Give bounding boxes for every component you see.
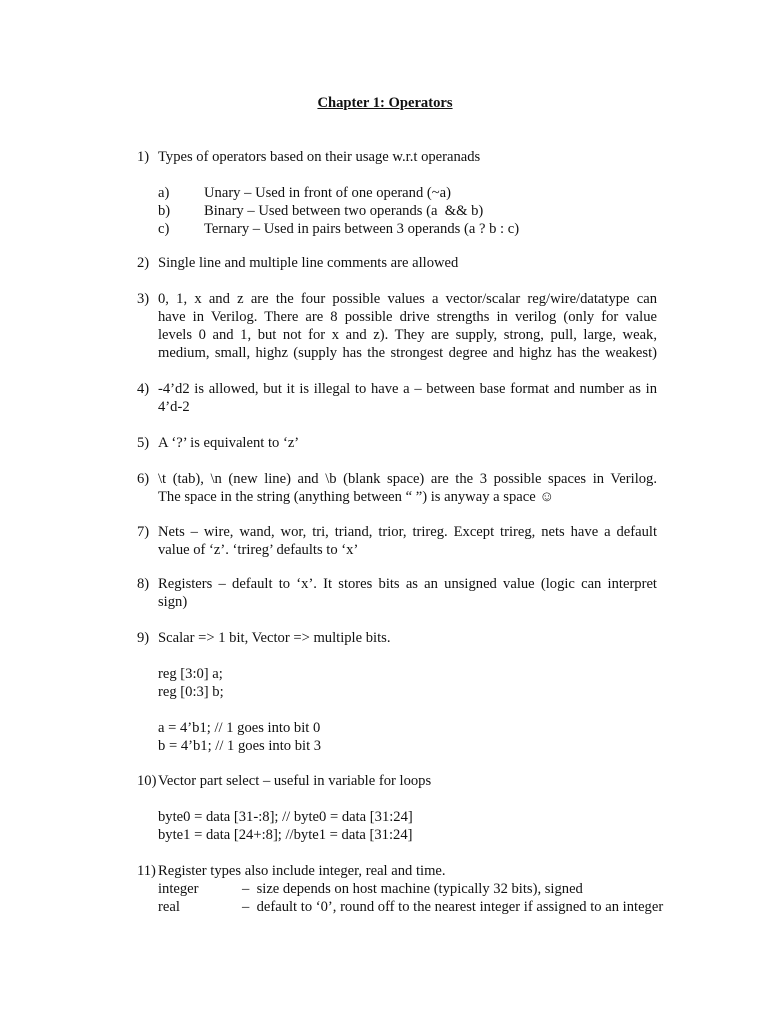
item-text: 0, 1, x and z are the four possible values a vector/scalar reg/wire/datatype can (158, 291, 657, 307)
list-item-4 (137, 380, 657, 416)
list-item-1 (137, 148, 657, 238)
code-line: reg [3:0] a; (158, 666, 223, 682)
item-text: sign) (158, 594, 188, 610)
list-item-2 (137, 254, 657, 272)
item-number: 9) (137, 630, 150, 646)
subitem-unary (158, 184, 657, 202)
list-item-6 (137, 470, 657, 506)
item-text: A ‘?’ is equivalent to ‘z’ (158, 435, 300, 451)
item-text: \t (tab), \n (new line) and \b (blank space) are the 3 possible spaces in Verilog. (158, 471, 657, 487)
item-number: 6) (137, 471, 150, 487)
page-title: Chapter 1: Operators (317, 95, 453, 111)
list-item-5 (137, 434, 657, 452)
item-text: Register types also include integer, real and time. (158, 863, 446, 879)
item-text: 4’d-2 (158, 399, 190, 415)
list-item-3 (137, 290, 657, 362)
item-number: 4) (137, 381, 150, 397)
definition-real (158, 898, 664, 916)
code-line: reg [0:3] b; (158, 684, 224, 700)
item-text: medium, small, highz (supply has the strongest degree and highz has the weakest) (158, 345, 657, 361)
subitem-label: a) (158, 185, 170, 201)
definition-integer (158, 880, 657, 898)
item-number: 7) (137, 524, 150, 540)
item-number: 10) (137, 773, 157, 789)
item-text: -4’d2 is allowed, but it is illegal to have a – between base format and number as in (158, 381, 657, 397)
definition-term: real (158, 899, 180, 915)
item-number: 11) (137, 863, 156, 879)
item-text: Single line and multiple line comments are allowed (158, 255, 459, 271)
code-line: b = 4’b1; // 1 goes into bit 3 (158, 738, 322, 754)
subitem-ternary (158, 220, 657, 238)
item-number: 3) (137, 291, 150, 307)
item-text: Scalar => 1 bit, Vector => multiple bits. (158, 630, 391, 646)
definition-term: integer (158, 881, 199, 897)
item-text: have in Verilog. There are 8 possible drive strengths in verilog (only for value (158, 309, 657, 325)
definition-desc: – default to ‘0’, round off to the nearest integer if assigned to an integer (242, 899, 664, 915)
item-text: The space in the string (anything between “ ”) is anyway a space ☺ (158, 489, 555, 505)
code-line: byte0 = data [31-:8]; // byte0 = data [31:24] (158, 809, 413, 825)
subitem-text: Binary – Used between two operands (a && b) (204, 203, 484, 219)
subitem-binary (158, 202, 657, 220)
item-text: levels 0 and 1, but not for x and z). They are supply, strong, pull, large, weak, (158, 327, 657, 343)
list-item-9 (137, 629, 657, 755)
code-line: a = 4’b1; // 1 goes into bit 0 (158, 720, 321, 736)
subitem-text: Ternary – Used in pairs between 3 operands (a ? b : c) (204, 221, 520, 237)
subitem-label: c) (158, 221, 170, 237)
item-number: 8) (137, 576, 150, 592)
item-number: 2) (137, 255, 150, 271)
list-item-8 (137, 575, 657, 611)
list-item-11 (137, 862, 664, 916)
subitem-label: b) (158, 203, 171, 219)
list-item-7 (137, 523, 657, 559)
definition-desc: – size depends on host machine (typically 32 bits), signed (242, 881, 583, 897)
item-text: value of ‘z’. ‘trireg’ defaults to ‘x’ (158, 542, 359, 558)
item-text: Nets – wire, wand, wor, tri, triand, trior, trireg. Except trireg, nets have a default (158, 524, 657, 540)
item-number: 1) (137, 149, 150, 165)
item-text: Vector part select – useful in variable for loops (158, 773, 432, 789)
code-line: byte1 = data [24+:8]; //byte1 = data [31:24] (158, 827, 413, 843)
list-item-10 (137, 772, 657, 844)
item-text: Types of operators based on their usage w.r.t operanads (158, 149, 481, 165)
item-number: 5) (137, 435, 150, 451)
item-text: Registers – default to ‘x’. It stores bits as an unsigned value (logic can interpret (158, 576, 657, 592)
subitem-text: Unary – Used in front of one operand (~a) (204, 185, 451, 201)
